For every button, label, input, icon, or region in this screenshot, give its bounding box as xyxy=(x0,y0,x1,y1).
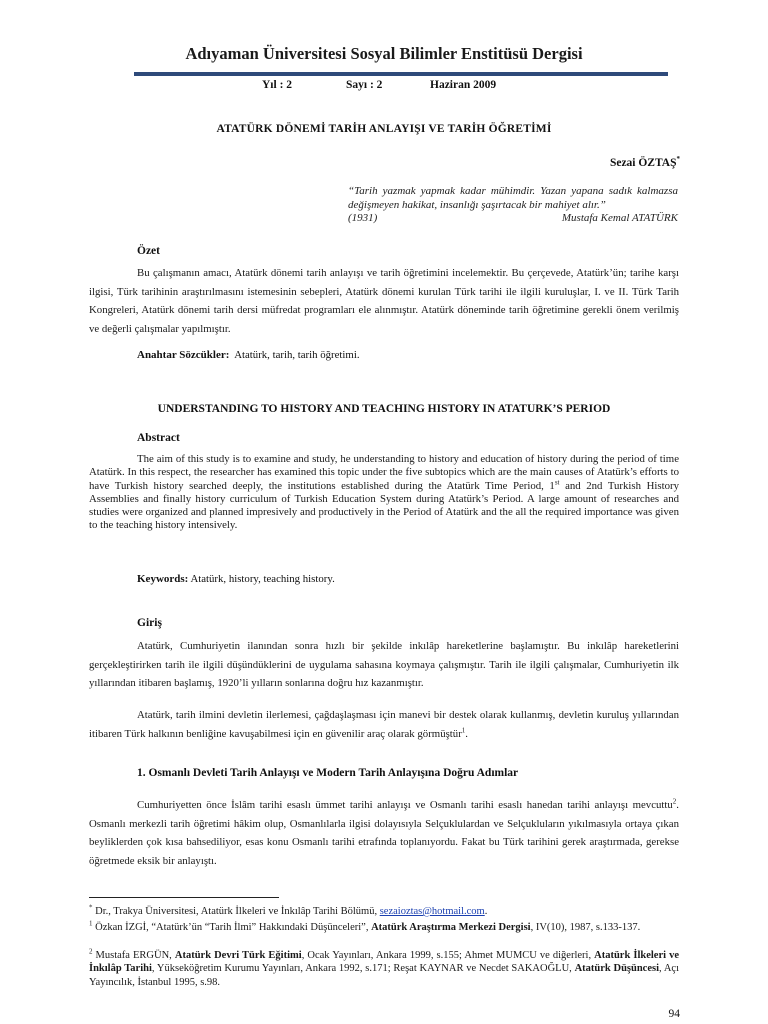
header-rule xyxy=(134,72,668,76)
page-number: 94 xyxy=(668,1008,680,1020)
author-email-link[interactable]: sezaioztas@hotmail.com xyxy=(379,906,485,917)
ozet-keywords xyxy=(137,349,360,361)
epigraph xyxy=(348,185,678,226)
issue-number: Sayı : 2 xyxy=(346,79,383,91)
section-1-title: 1. Osmanlı Devleti Tarih Anlayışı ve Modern Tarih Anlayışına Doğru Adımlar xyxy=(137,767,519,779)
ozet-body: Bu çalışmanın amacı, Atatürk dönemi tarih anlayışı ve tarih öğretimini incelemektir. Bu çerçevede, Atatürk’ün; tarihe karşı ilgisi, Türk tarihinin araştırılmasını istemesinin sebepleri, Atatürk dönemi kurulan Türk tarihi ile ilgili kuruluşlar, I. ve II. Türk Tarih Kongreleri, Atatürk dönemi tarih dersi müfredat programları ele alınmıştır. Atatürk döneminde tarih öğretimine gerekli önem verilmiş ve değerli çalışmalar yapılmıştır. xyxy=(89,267,679,335)
epigraph-year: (1931) xyxy=(348,212,378,224)
ozet-keywords-text: Atatürk, tarih, tarih öğretimi. xyxy=(234,349,360,361)
section-1-paragraph: Cumhuriyetten önce İslâm tarihi esaslı ümmet tarihi anlayışı ve Osmanlı tarihi esaslı hanedan tarihi anlayışı mevcuttu$^2$. Osmanlı merkezli tarih öğretimi hâkim olup, Osmanlılarla ilgisi dolayısıyla Selçuklulardan ve Selçukluların yıkılmasıyla ortaya çıkan beyliklerden çok kısa bahsediliyor, esas konu Osmanlı tarihi etrafında toplanıyordu. Fakat bu Türk tarihini gerek araştırmada, gerekse öğretmede eksik bir anlayıştı. xyxy=(89,797,679,867)
abstract-body: The aim of this study is to examine and study, he understanding to history and education of history during the period of time Atatürk. In this respect, the researcher has examined this topic under the five subtopics which are the main causes of Atatürk’s efforts to have Turkish history searched deeply, the institutions established during the Atatürk Time Period, 1st and 2nd Turkish History Assemblies and finally history curriculum of Turkish Education System during Atatürk’s Period. A large amount of researches and studies were organized and planned impresively and productively in the Period of Atatürk and the all the required importance was given to the teaching history intensively. xyxy=(89,453,679,532)
footnote-ref-2: 2 xyxy=(672,797,677,806)
footnote-author: * Dr., Trakya Üniversitesi, Atatürk İlkeleri ve İnkılâp Tarihi Bölümü, sezaioztas@hotmail.com. xyxy=(89,903,488,917)
issue-year: Yıl : 2 xyxy=(262,79,293,91)
article-title: ATATÜRK DÖNEMİ TARİH ANLAYIŞI VE TARİH ÖĞRETİMİ xyxy=(216,123,552,135)
abstract-keywords-text: Atatürk, history, teaching history. xyxy=(190,573,335,585)
footnote-separator xyxy=(89,897,279,898)
footnote-1: $^1$ Özkan İZGİ, “Atatürk’ün “Tarih İlmi” Hakkındaki Düşünceleri”, Atatürk Araştırma Merkezi Dergisi, IV(10), 1987, s.133-137. xyxy=(89,919,641,933)
giris-paragraph-2: Atatürk, tarih ilmini devletin ilerlemesi, çağdaşlaşması için manevi bir destek olarak kullanmış, devletin kuruluş yıllarından itibaren Türk halkının benliğine kavuşabilmesi için en güvenilir araç olarak görmüştür$^1$. xyxy=(89,709,679,740)
issue-date: Haziran 2009 xyxy=(430,79,497,91)
abstract-heading: Abstract xyxy=(137,432,180,444)
english-title: UNDERSTANDING TO HISTORY AND TEACHING HISTORY IN ATATURK’S PERIOD xyxy=(157,403,611,415)
footnote-ref-1: 1 xyxy=(461,726,466,734)
ozet-heading: Özet xyxy=(137,245,160,257)
epigraph-attribution: Mustafa Kemal ATATÜRK xyxy=(561,212,678,224)
footnote-2: $^2$ Mustafa ERGÜN, Atatürk Devri Türk Eğitimi, Ocak Yayınları, Ankara 1999, s.155; Ahmet MUMCU ve diğerleri, Atatürk İlkeleri ve İnkılâp Tarihi, Yükseköğretim Kurumu Yayınları, Ankara 1992, s.171; Reşat KAYNAR ve Necdet SAKAOĞLU, Atatürk Düşüncesi, Açı Yayıncılık, İstanbul 1995, s.98. xyxy=(89,947,679,988)
epigraph-quote: “Tarih yazmak yapmak kadar mühimdir. Yazan yapana sadık kalmazsa değişmeyen hakikat, insanlığı şaşırtacak bir mahiyet alır.” xyxy=(348,185,678,211)
abstract-keywords-label: Keywords: xyxy=(137,573,189,585)
journal-title: Adıyaman Üniversitesi Sosyal Bilimler Enstitüsü Dergisi xyxy=(185,44,583,63)
giris-paragraph-1: Atatürk, Cumhuriyetin ilanından sonra hızlı bir şekilde inkılâp hareketlerine başlamıştır. Bu inkılâp hareketlerini gerçekleştirirken tarih ile ilgili düşündüklerini de uygulama sahasına koymaya çalışmıştır. Tarih ile ilgili çalışmalar, Cumhuriyetin ilk yıllarından itibaren başlamış, 1920’li yılların sonlarına doğru hız kazanmıştır. xyxy=(89,640,679,690)
ozet-keywords-label: Anahtar Sözcükler: xyxy=(137,349,230,361)
giris-heading: Giriş xyxy=(137,617,162,629)
author-footnote-mark: * xyxy=(676,155,680,163)
abstract-keywords xyxy=(137,573,335,585)
author-name: Sezai ÖZTAŞ* xyxy=(609,155,680,169)
